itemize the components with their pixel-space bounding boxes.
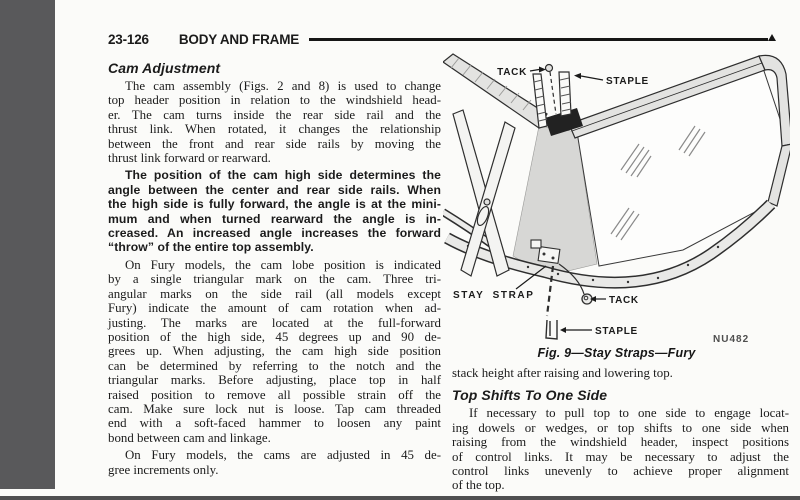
text-line: control links unevenly to achieve proper alignment <box>452 464 789 479</box>
text-line: justing. The marks are located at the full-forward <box>108 315 441 330</box>
paragraph-continuation: stack height after raising and lowering top. <box>452 366 673 380</box>
text-line: bond between cam and linkage. <box>108 430 271 445</box>
text-line: mum and when turned rearward the angle is in- <box>108 211 441 226</box>
text-line: creased. An increased angle increases the forward <box>108 226 441 241</box>
text-line: On Fury models, the cam lobe position is indicated <box>125 257 441 272</box>
top-shifts-heading: Top Shifts To One Side <box>452 387 608 404</box>
figure-stay-straps <box>443 52 790 360</box>
figure-label-tack-top: TACK <box>497 67 527 78</box>
scan-border-bottom <box>0 496 800 500</box>
text-line: ing dowels or wedges, or top shifts to one side when <box>452 420 789 435</box>
paragraph-top-shifts <box>452 406 789 492</box>
text-line: the high side is fully forward, the angle is at the mini- <box>108 197 441 212</box>
figure-code: NU482 <box>713 334 750 344</box>
staple-bottom-callout <box>560 326 638 337</box>
tack-top-fastener <box>546 65 553 72</box>
text-line: triangular marks. Before adjusting, place top in half <box>108 373 441 388</box>
text-line: If necessary to pull top to one side to engage locat- <box>469 406 789 421</box>
text-line: raised position to remove all possible strain off the <box>108 387 441 402</box>
text-line: On Fury models, the cams are adjusted in 45 de- <box>125 448 441 463</box>
text-line: top header position in relation to the windshield head- <box>108 93 441 108</box>
right-column <box>452 366 789 493</box>
header-rule <box>309 38 768 41</box>
figure-label-staple-bottom: STAPLE <box>595 326 638 337</box>
text-line: can be determined by referring to the notch and the <box>108 358 441 373</box>
page-number: 23-126 <box>108 32 149 47</box>
text-line: raising from the windshield header, inspect positions <box>452 435 789 450</box>
stay-straps-illustration <box>443 52 790 344</box>
tack-bottom-callout <box>590 295 639 306</box>
paragraph-fury-marks <box>108 258 441 445</box>
text-line: er. The cam turns inside the rear side rail and the <box>108 107 441 122</box>
scan-border-left <box>0 0 55 489</box>
text-line: cam. Make sure lock nut is loose. Tap cam threaded <box>108 401 441 416</box>
text-line: “throw” of the entire top assembly. <box>108 240 314 255</box>
figure-caption: Fig. 9—Stay Straps—Fury <box>537 346 696 360</box>
section-title: BODY AND FRAME <box>178 32 300 47</box>
text-line: angle between the center and rear side rails. When <box>108 182 441 197</box>
arrow-left-icon <box>560 327 566 333</box>
text-line: The position of the cam high side determines the <box>125 168 441 183</box>
arrow-left-icon <box>574 73 581 79</box>
text-line: of the top. <box>452 478 505 493</box>
text-line: thrust link. When rotated, it changes the relationship <box>108 122 441 137</box>
paragraph-fury-increments <box>108 448 441 477</box>
text-line: by a single triangular mark on the cam. Three tri- <box>108 272 441 287</box>
figure-label-staple-top: STAPLE <box>606 76 649 87</box>
index-triangle-icon <box>768 34 776 41</box>
text-line: angular marks on the side rail (all models except <box>108 286 441 301</box>
paragraph-cam-high-side-bold <box>108 168 441 254</box>
text-line: thrust link forward or rearward. <box>108 151 271 166</box>
text-line: The cam assembly (Figs. 2 and 8) is used to change <box>125 79 441 93</box>
left-column <box>108 60 441 477</box>
figure-label-tack-bottom: TACK <box>609 295 639 306</box>
staple-top-callout <box>574 73 649 87</box>
figure-label-stay-strap: STAY STRAP <box>453 290 535 301</box>
text-line: end with a soft-faced hammer to loosen any paint <box>108 416 441 431</box>
text-line: between the front and rear side rails by moving the <box>108 136 441 151</box>
paragraph-cam-assembly <box>108 79 441 165</box>
text-line: of control links. It may be necessary to adjust the <box>452 449 789 464</box>
text-line: grees up. When adjusting, the cam high side position <box>108 344 441 359</box>
text-line: position of the high side, 45 degrees up and 90 de- <box>108 329 441 344</box>
cam-adjustment-heading: Cam Adjustment <box>108 60 221 76</box>
text-line: gree increments only. <box>108 462 219 477</box>
page-header <box>108 32 776 47</box>
text-line: Fury) indicate the amount of cam rotation when ad- <box>108 301 441 316</box>
